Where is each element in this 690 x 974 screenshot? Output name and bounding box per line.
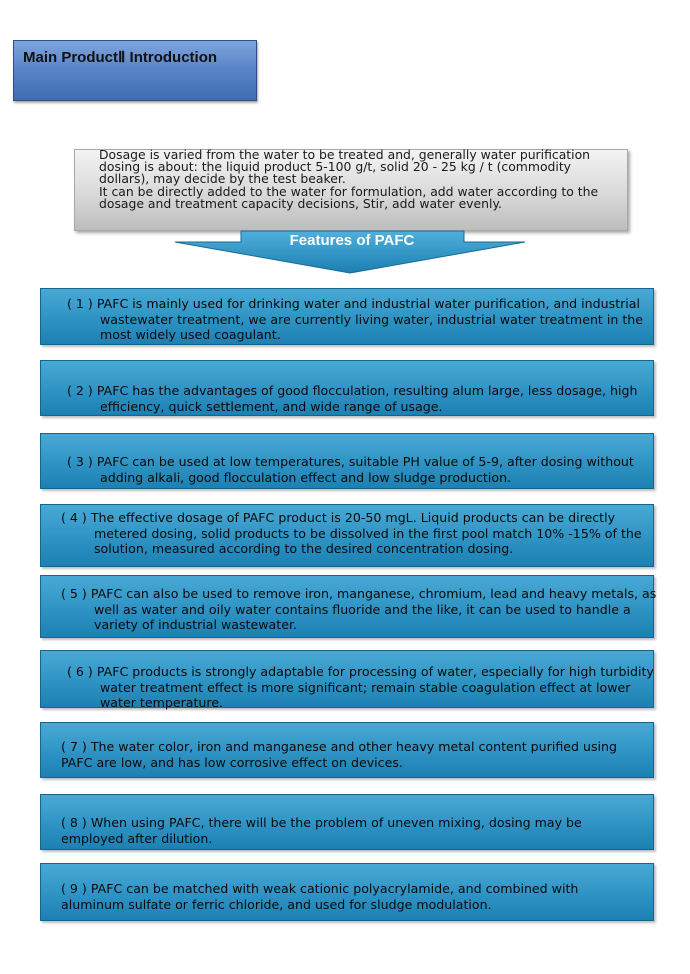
feature-item-2 bbox=[40, 360, 654, 416]
feature-item-1 bbox=[40, 288, 654, 345]
feature-item-8 bbox=[40, 794, 654, 850]
intro-panel bbox=[74, 149, 628, 231]
feature-item-9 bbox=[40, 863, 654, 921]
feature-text: ( 2 ) PAFC has the advantages of good flocculation, resulting alum large, less dosage, high efficiency, quick settlement, and wide range of usage. bbox=[67, 383, 638, 414]
feature-text: ( 3 ) PAFC can be used at low temperatures, suitable PH value of 5-9, after dosing without adding alkali, good flocculation effect and low sludge production. bbox=[67, 454, 634, 485]
features-heading: Features of PAFC bbox=[289, 232, 415, 249]
feature-text: ( 9 ) PAFC can be matched with weak cationic polyacrylamide, and combined with aluminum sulfate or ferric chloride, and used for sludge modulation. bbox=[61, 881, 579, 912]
feature-item-5 bbox=[40, 575, 657, 638]
feature-text: ( 8 ) When using PAFC, there will be the problem of uneven mixing, dosing may be employed after dilution. bbox=[61, 815, 582, 846]
feature-text: ( 4 ) The effective dosage of PAFC product is 20-50 mgL. Liquid products can be directly metered dosing, solid products to be dissolved in the first pool match 10% -15% of the solution, measured according to the desired concentration dosing. bbox=[61, 510, 642, 556]
feature-text: ( 6 ) PAFC products is strongly adaptable for processing of water, especially for high turbidity water treatment effect is more significant; remain stable coagulation effect at lower water temperature. bbox=[67, 664, 654, 710]
section-title: Main ProductⅡ Introduction bbox=[23, 49, 218, 66]
section-title-box bbox=[13, 40, 257, 101]
feature-item-3 bbox=[40, 433, 654, 489]
feature-text: ( 7 ) The water color, iron and manganese and other heavy metal content purified using PAFC are low, and has low corrosive effect on devices. bbox=[61, 739, 618, 770]
intro-text: Dosage is varied from the water to be treated and, generally water purification dosing is about: the liquid product 5-100 g/t, solid 20 - 25 kg / t (commodity dollars), may decide by the test beaker. It can be directly added to the water for formulation, add water according to the dosage and treatment capacity decisions, Stir, add water evenly. bbox=[99, 147, 599, 211]
feature-text: ( 5 ) PAFC can also be used to remove iron, manganese, chromium, lead and heavy metals, as well as water and oily water contains fluoride and the like, it can be used to handle a variety of industrial wastewater. bbox=[61, 586, 657, 632]
feature-item-6 bbox=[40, 650, 654, 708]
feature-text: ( 1 ) PAFC is mainly used for drinking water and industrial water purification, and industrial wastewater treatment, we are currently living water, industrial water treatment in the most widely used coagulant. bbox=[67, 296, 644, 342]
feature-item-4 bbox=[40, 504, 654, 567]
feature-item-7 bbox=[40, 722, 654, 778]
